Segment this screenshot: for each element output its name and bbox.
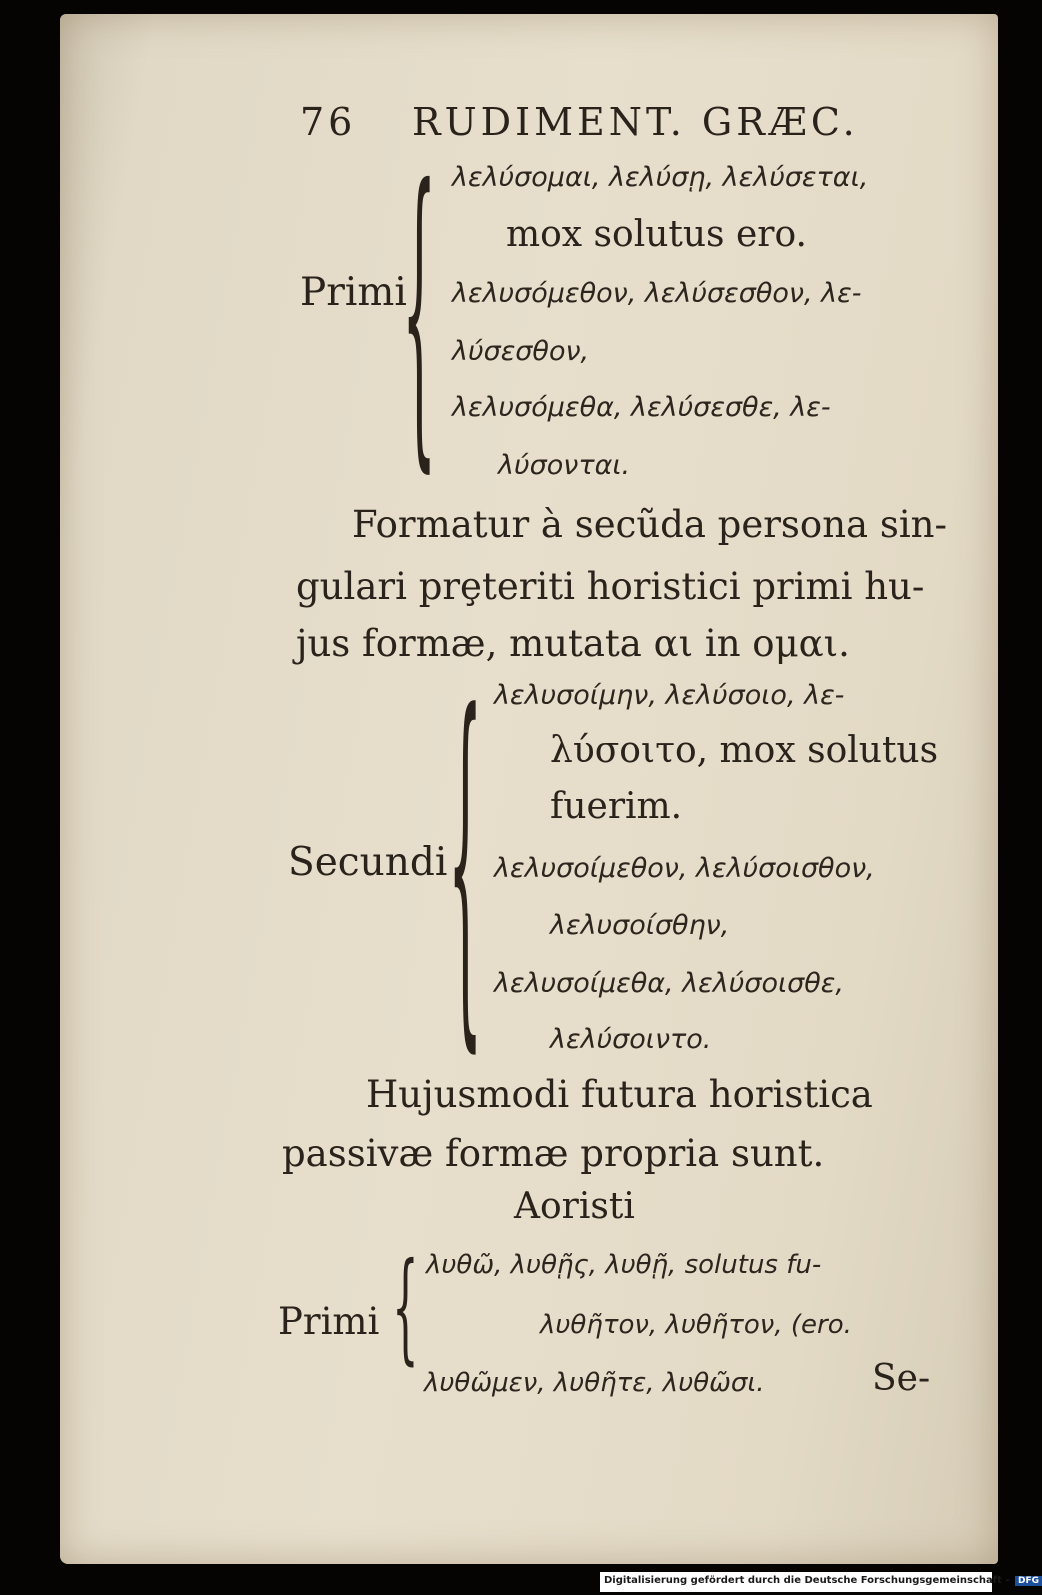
greek-line: λελύσοιντο. [550,1024,712,1055]
greek-line: λελυσοίσθην, [550,910,730,941]
greek-line: λελυσόμεθα, λελύσεσθε, λε- [452,392,831,423]
greek-line: λελυσοίμεθα, λελύσοισθε, [494,968,844,999]
greek-line: λελυσοίμεθον, λελύσοισθον, [494,853,875,884]
dfg-logo-icon: DFG [1015,1576,1042,1586]
running-title: RUDIMENT. GRÆC. [412,100,859,144]
greek-line: λελυσοίμην, λελύσοιο, λε- [494,680,845,711]
greek-line: λυθῶμεν, λυθῆτε, λυθῶσι. [424,1368,765,1398]
paragraph-line: gulari prȩteriti horistici primi hu- [296,565,925,608]
latin-line: fuerim. [550,786,683,827]
primi-label: Primi [300,270,407,315]
greek-line: λελύσομαι, λελύσῃ, λελύσεται, [452,162,869,193]
mixed-line: λυθῶ, λυθῇς, λυθῇ, solutus fu- [426,1250,822,1280]
credit-text: Digitalisierung gefördert durch die Deutsche Forschungsgemeinschaft - [604,1575,1010,1586]
subheading: Aoristi [514,1186,635,1227]
greek-line: λύσεσθον, [452,336,590,367]
aoristi-primi-label: Primi [278,1300,380,1343]
brace-icon: { [402,125,437,503]
mixed-line: λυθῆτον, λυθῆτον, (ero. [540,1310,852,1340]
digitization-credit [600,1572,1040,1592]
brace-icon: { [392,1238,419,1378]
greek-line: λύσονται. [498,450,631,481]
brace-icon: { [448,640,483,1088]
mixed-line: λύσοιτο, mox solutus [550,730,939,771]
page-number: 76 [300,100,357,144]
paragraph-line: Hujusmodi futura horistica [366,1073,873,1116]
catchword: Se- [872,1358,931,1399]
latin-line: mox solutus ero. [506,214,807,255]
paragraph-line: passivæ formæ propria sunt. [282,1132,825,1175]
paragraph-line: jus formæ, mutata αι in ομαι. [296,622,850,665]
greek-line: λελυσόμεθον, λελύσεσθον, λε- [452,278,862,309]
paragraph-line: Formatur à secũda persona sin- [352,503,947,546]
secundi-label: Secundi [288,840,448,885]
